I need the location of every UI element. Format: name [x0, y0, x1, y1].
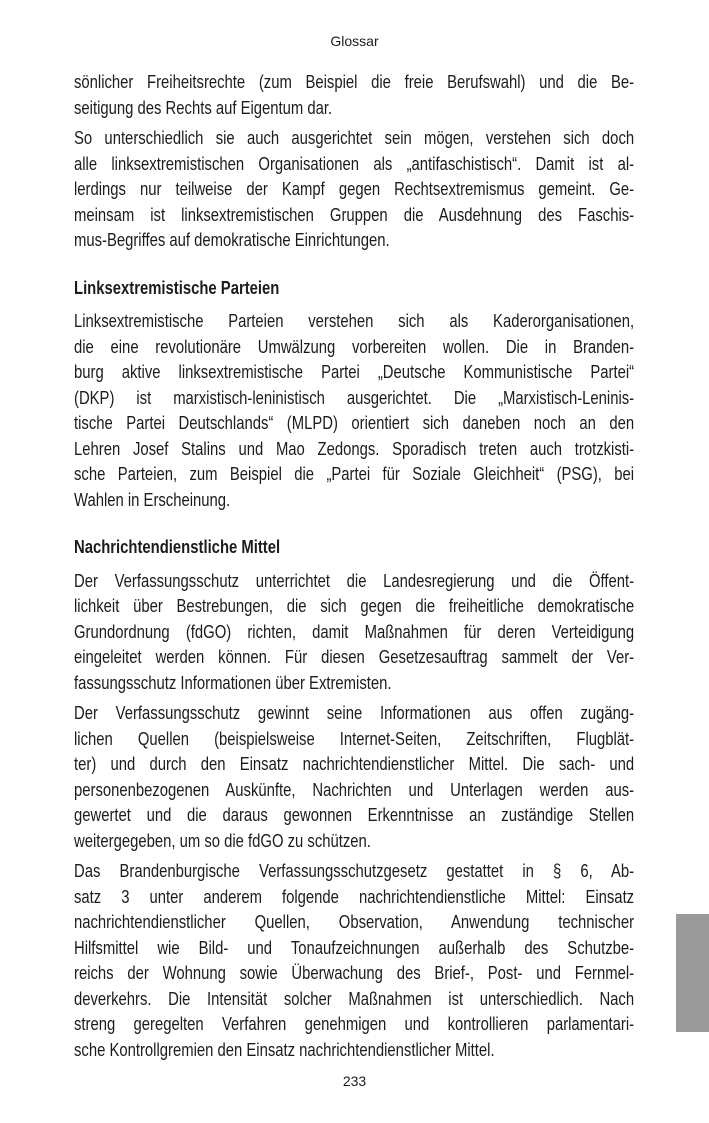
paragraph: [74, 700, 634, 853]
text-line: sönlicher Freiheitsrechte (zum Beispiel die freie Berufswahl) und die Be-: [74, 71, 635, 92]
text-line: lerdings nur teilweise der Kampf gegen Rechtsextremismus gemeint. Ge-: [74, 178, 635, 199]
text-line: mus-Begriffes auf demokratische Einrichtungen.: [74, 229, 390, 250]
text-line: Grundordnung (fdGO) richten, damit Maßnahmen für deren Verteidigung: [74, 620, 635, 642]
text-line: So unterschiedlich sie auch ausgerichtet sein mögen, verstehen sich doch: [74, 127, 635, 148]
text-line: (DKP) ist marxistisch-leninistisch ausgerichtet. Die „Marxistisch-Leninis-: [74, 386, 635, 408]
text-line: eingeleitet werden können. Für diesen Gesetzesauftrag sammelt der Ver-: [74, 646, 635, 667]
text-line: reichs der Wohnung sowie Überwachung des Brief-, Post- und Fernmel-: [74, 962, 635, 983]
text-line: die eine revolutionäre Umwälzung vorbereiten wollen. Die in Branden-: [74, 335, 635, 357]
paragraph: [74, 69, 634, 120]
text-line: seitigung des Rechts auf Eigentum dar.: [74, 96, 333, 118]
page-body: [74, 69, 634, 1067]
text-line: sche Parteien, zum Beispiel die „Partei für Soziale Gleichheit“ (PSG), bei: [74, 463, 635, 484]
section-heading: Nachrichtendienstliche Mittel: [74, 536, 281, 557]
text-line: deverkehrs. Die Intensität solcher Maßnahmen ist unterschiedlich. Nach: [74, 987, 635, 1009]
text-line: personenbezogenen Auskünfte, Nachrichten und Unterlagen werden aus-: [74, 778, 635, 800]
text-line: Der Verfassungsschutz unterrichtet die Landesregierung und die Öffent-: [74, 569, 635, 591]
text-line: burg aktive linksextremistische Partei „Deutsche Kommunistische Partei“: [74, 361, 635, 382]
section-heading: Linksextremistische Parteien: [74, 276, 280, 298]
text-line: meinsam ist linksextremistischen Gruppen die Ausdehnung des Faschis-: [74, 203, 635, 225]
text-line: alle linksextremistischen Organisationen als „antifaschistisch“. Damit ist al-: [74, 152, 635, 174]
text-line: Hilfsmittel wie Bild- und Tonaufzeichnungen außerhalb des Schutzbe-: [74, 936, 635, 958]
text-line: Linksextremistische Parteien verstehen sich als Kaderorganisationen,: [74, 310, 635, 331]
text-line: Wahlen in Erscheinung.: [74, 488, 231, 510]
text-line: fassungsschutz Informationen über Extremisten.: [74, 671, 392, 693]
text-line: ter) und durch den Einsatz nachrichtendienstlicher Mittel. Die sach- und: [74, 753, 635, 774]
text-line: lichen Quellen (beispielsweise Internet-Seiten, Zeitschriften, Flugblät-: [74, 727, 635, 749]
chapter-edge-tab: [676, 914, 709, 1032]
text-line: satz 3 unter anderem folgende nachrichtendienstliche Mittel: Einsatz: [74, 885, 635, 907]
text-line: streng geregelten Verfahren genehmigen und kontrollieren parlamentari-: [74, 1013, 635, 1034]
text-line: Lehren Josef Stalins und Mao Zedongs. Sporadisch treten auch trotzkisti-: [74, 437, 635, 459]
text-line: gewertet und die daraus gewonnen Erkenntnisse an zuständige Stellen: [74, 804, 635, 825]
paragraph: [74, 308, 634, 512]
running-header: Glossar: [330, 33, 379, 49]
paragraph: [74, 568, 634, 696]
text-line: lichkeit über Bestrebungen, die sich gegen die freiheitliche demokratische: [74, 595, 635, 616]
text-line: nachrichtendienstlicher Quellen, Observation, Anwendung technischer: [74, 911, 635, 932]
text-line: Das Brandenburgische Verfassungsschutzgesetz gestattet in § 6, Ab-: [74, 860, 635, 881]
page-number: 233: [342, 1073, 367, 1089]
text-line: weitergegeben, um so die fdGO zu schützen.: [74, 829, 371, 851]
paragraph: [74, 858, 634, 1062]
paragraph: [74, 125, 634, 253]
text-line: tische Partei Deutschlands“ (MLPD) orientiert sich daneben noch an den: [74, 412, 635, 433]
text-line: Der Verfassungsschutz gewinnt seine Informationen aus offen zugäng-: [74, 702, 635, 723]
text-line: sche Kontrollgremien den Einsatz nachrichtendienstlicher Mittel.: [74, 1038, 495, 1060]
